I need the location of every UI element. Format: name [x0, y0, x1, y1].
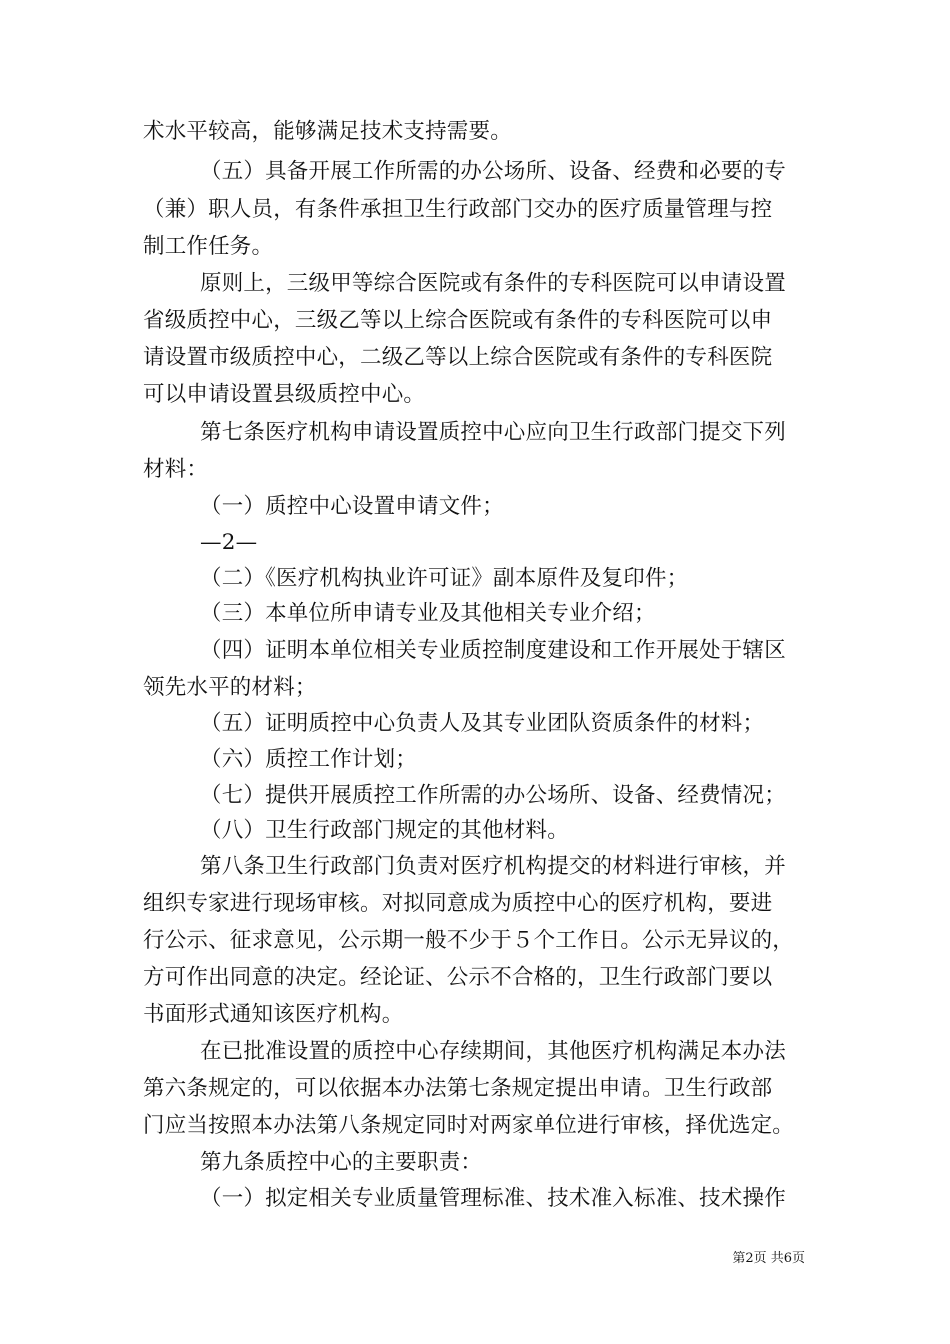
page-number-inline: —2—: [200, 530, 258, 555]
text-line: （四）证明本单位相关专业质控制度建设和工作开展处于辖区: [200, 638, 786, 663]
text-line: 术水平较高，能够满足技术支持需要。: [143, 119, 512, 144]
text-line: 书面形式通知该医疗机构。: [143, 1002, 404, 1027]
text-line: 制工作任务。: [143, 234, 274, 259]
text-line: 省级质控中心，三级乙等以上综合医院或有条件的专科医院可以申: [143, 308, 773, 333]
text-line: 领先水平的材料；: [143, 675, 317, 700]
text-line: （一）质控中心设置申请文件；: [200, 494, 504, 519]
text-line: （七）提供开展质控工作所需的办公场所、设备、经费情况；: [200, 783, 786, 808]
text-line: 行公示、征求意见，公示期一般不少于５个工作日。公示无异议的，: [143, 928, 795, 953]
text-line: （六）质控工作计划；: [200, 747, 418, 772]
text-line: 第八条卫生行政部门负责对医疗机构提交的材料进行审核，并: [200, 854, 786, 879]
text-line: 可以申请设置县级质控中心。: [143, 382, 426, 407]
text-line: 方可作出同意的决定。经论证、公示不合格的，卫生行政部门要以: [143, 965, 773, 990]
text-line: 请设置市级质控中心，二级乙等以上综合医院或有条件的专科医院: [143, 345, 773, 370]
text-line: 原则上，三级甲等综合医院或有条件的专科医院可以申请设置: [200, 271, 786, 296]
text-line: 材料：: [143, 457, 209, 482]
page-footer: 第2页 共6页: [732, 1251, 805, 1266]
text-line: 第七条医疗机构申请设置质控中心应向卫生行政部门提交下列: [200, 420, 786, 445]
text-line: 第九条质控中心的主要职责：: [200, 1150, 483, 1175]
text-line: （兼）职人员，有条件承担卫生行政部门交办的医疗质量管理与控: [143, 197, 773, 222]
text-line: 在已批准设置的质控中心存续期间，其他医疗机构满足本办法: [200, 1039, 786, 1064]
text-line: （三）本单位所申请专业及其他相关专业介绍；: [200, 601, 656, 626]
text-line: （五）证明质控中心负责人及其专业团队资质条件的材料；: [200, 711, 765, 736]
text-line: 组织专家进行现场审核。对拟同意成为质控中心的医疗机构，要进: [143, 891, 773, 916]
text-line: （五）具备开展工作所需的办公场所、设备、经费和必要的专: [200, 159, 786, 184]
text-line: （一）拟定相关专业质量管理标准、技术准入标准、技术操作: [200, 1186, 786, 1211]
text-line: （二）《医疗机构执业许可证》副本原件及复印件；: [200, 566, 689, 591]
text-line: 门应当按照本办法第八条规定同时对两家单位进行审核，择优选定。: [143, 1113, 795, 1138]
text-line: 第六条规定的，可以依据本办法第七条规定提出申请。卫生行政部: [143, 1076, 773, 1101]
text-line: （八）卫生行政部门规定的其他材料。: [200, 818, 569, 843]
